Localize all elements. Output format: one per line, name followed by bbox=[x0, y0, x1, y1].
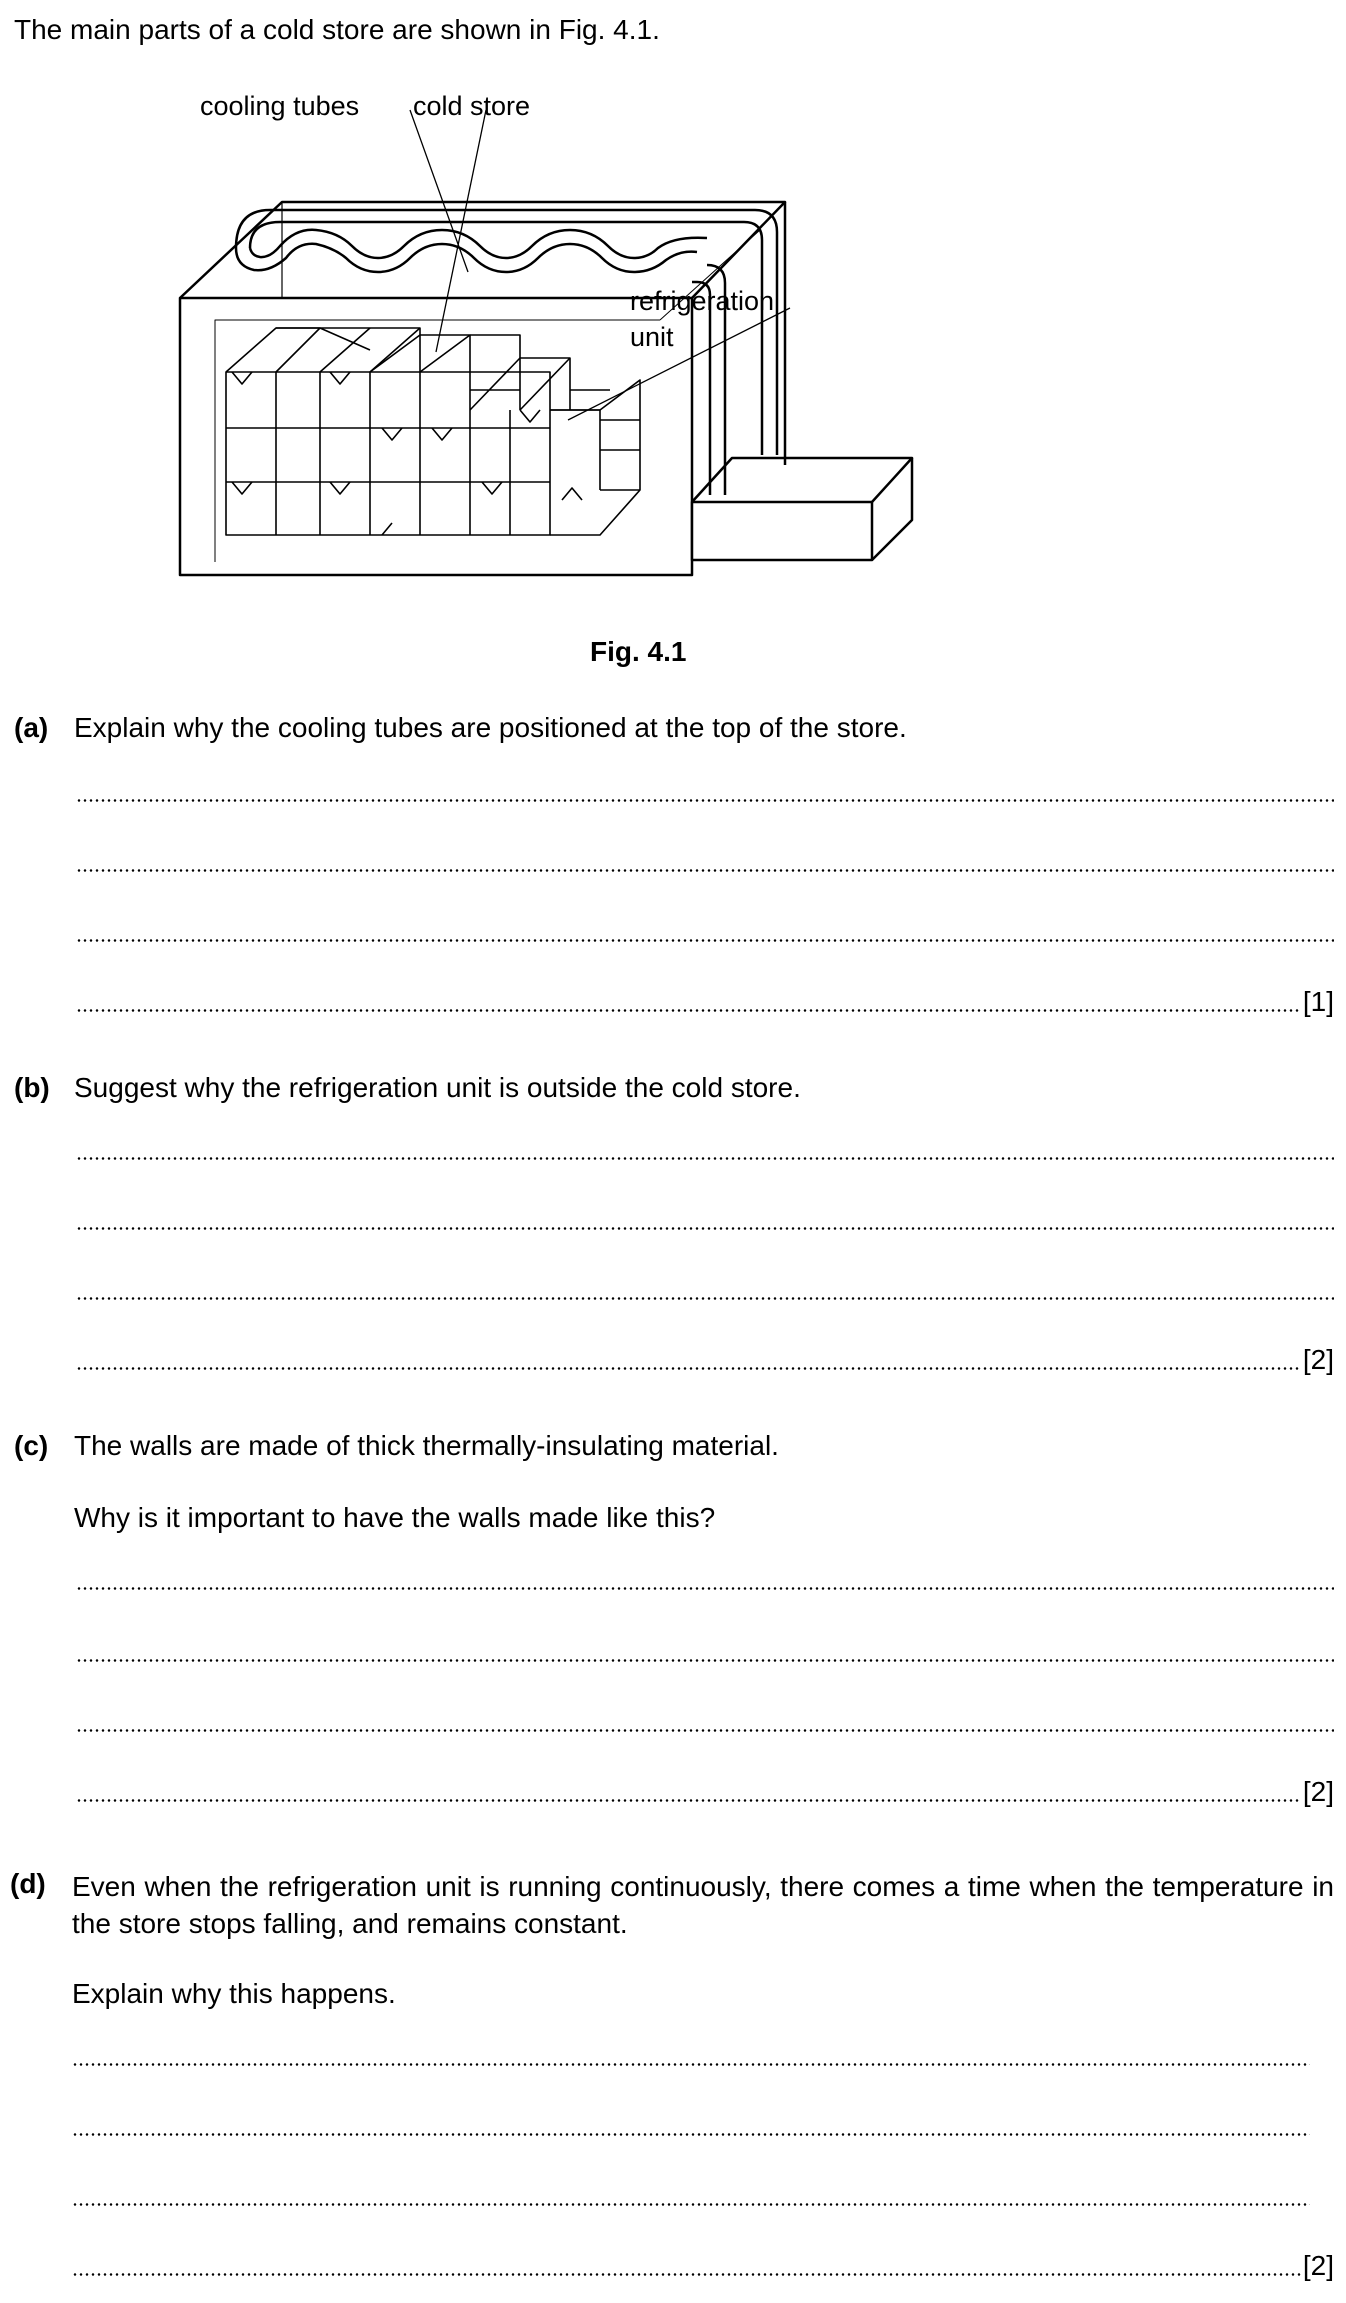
question-a-text: Explain why the cooling tubes are positioned at the top of the store. bbox=[74, 712, 907, 743]
refrigeration-leader bbox=[568, 308, 790, 420]
answer-line-b1[interactable] bbox=[76, 1130, 1334, 1164]
question-d-label: (d) bbox=[10, 1868, 46, 1899]
cold-store-diagram bbox=[170, 90, 1110, 600]
answer-line-d2[interactable] bbox=[72, 2106, 1310, 2140]
figure-caption: Fig. 4.1 bbox=[590, 636, 687, 667]
marks-a: [1] bbox=[1302, 986, 1334, 1017]
answer-line-a3[interactable] bbox=[76, 912, 1334, 946]
answer-line-b4[interactable] bbox=[76, 1340, 1334, 1374]
answer-line-a1[interactable] bbox=[76, 772, 1334, 806]
question-d-text: Even when the refrigeration unit is running continuously, there comes a time when the temperature in the store stops falling, and remains constant. bbox=[72, 1871, 1334, 1939]
question-c-prompt: Why is it important to have the walls made like this? bbox=[74, 1502, 716, 1533]
marks-b: [2] bbox=[1302, 1344, 1334, 1375]
answer-line-c2[interactable] bbox=[76, 1632, 1334, 1666]
label-cold-store: cold store bbox=[413, 91, 531, 121]
answer-line-c1[interactable] bbox=[76, 1560, 1334, 1594]
question-c-text: The walls are made of thick thermally-insulating material. bbox=[74, 1430, 779, 1461]
answer-line-d4[interactable] bbox=[72, 2246, 1334, 2280]
answer-line-c3[interactable] bbox=[76, 1702, 1334, 1736]
question-a-label: (a) bbox=[14, 712, 49, 743]
label-cooling-tubes: cooling tubes bbox=[200, 91, 360, 121]
answer-line-b2[interactable] bbox=[76, 1200, 1334, 1234]
question-d-prompt: Explain why this happens. bbox=[72, 1978, 396, 2009]
answer-line-d1[interactable] bbox=[72, 2036, 1310, 2070]
answer-line-c4[interactable] bbox=[76, 1772, 1334, 1806]
box-stack bbox=[226, 328, 640, 535]
answer-line-b3[interactable] bbox=[76, 1270, 1334, 1304]
answer-line-d3[interactable] bbox=[72, 2176, 1310, 2210]
answer-line-a4[interactable] bbox=[76, 982, 1334, 1016]
question-b-text: Suggest why the refrigeration unit is outside the cold store. bbox=[74, 1072, 801, 1103]
intro-text: The main parts of a cold store are shown in Fig. 4.1. bbox=[14, 14, 660, 45]
cooling-tubes-leader bbox=[410, 110, 468, 272]
question-b-label: (b) bbox=[14, 1072, 50, 1103]
marks-c: [2] bbox=[1302, 1776, 1334, 1807]
label-refrigeration: refrigeration bbox=[630, 286, 775, 316]
question-c-label: (c) bbox=[14, 1430, 49, 1461]
answer-line-a2[interactable] bbox=[76, 842, 1334, 876]
marks-d: [2] bbox=[1302, 2250, 1334, 2281]
label-unit: unit bbox=[630, 322, 674, 352]
